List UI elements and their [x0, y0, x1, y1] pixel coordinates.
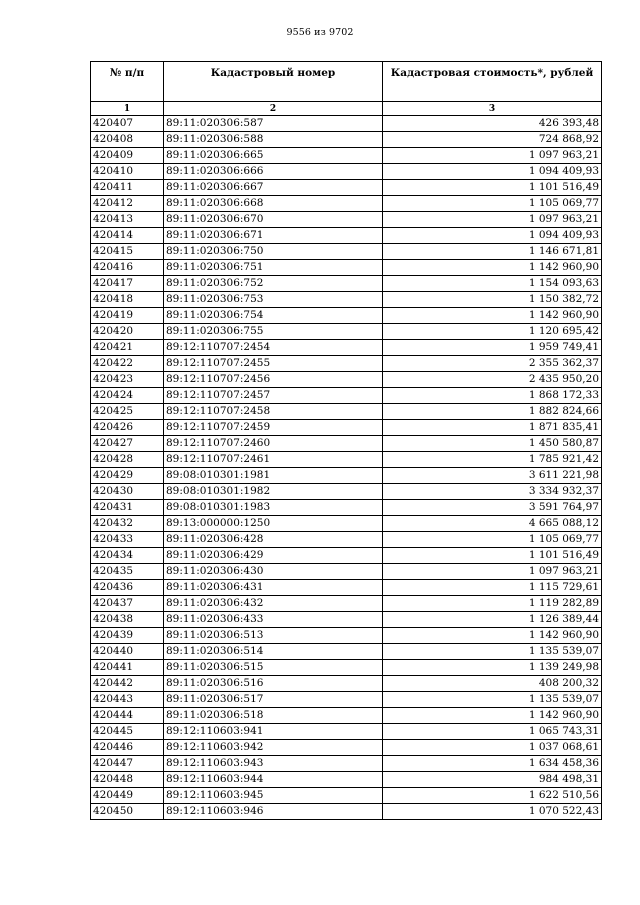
table-row [91, 324, 602, 340]
table-row [91, 644, 602, 660]
table-row [91, 660, 602, 676]
table-row [91, 244, 602, 260]
table-row [91, 756, 602, 772]
cadastral-value-cell: 1 126 389,44 [383, 612, 602, 628]
cadastral-value-cell: 1 094 409,93 [383, 164, 602, 180]
table-row [91, 148, 602, 164]
row-number-cell: 420428 [91, 452, 164, 468]
row-number-cell: 420444 [91, 708, 164, 724]
cadastral-number-cell: 89:11:020306:513 [164, 628, 383, 644]
cadastral-number-cell: 89:12:110707:2459 [164, 420, 383, 436]
row-number-cell: 420429 [91, 468, 164, 484]
cadastral-value-cell: 1 622 510,56 [383, 788, 602, 804]
table-row [91, 212, 602, 228]
row-number-cell: 420445 [91, 724, 164, 740]
row-number-cell: 420410 [91, 164, 164, 180]
row-number-cell: 420407 [91, 116, 164, 132]
cadastral-number-cell: 89:12:110707:2454 [164, 340, 383, 356]
cadastral-value-cell: 1 634 458,36 [383, 756, 602, 772]
row-number-cell: 420425 [91, 404, 164, 420]
cadastral-value-table [90, 61, 602, 820]
cadastral-value-cell: 1 135 539,07 [383, 644, 602, 660]
cadastral-value-cell: 1 105 069,77 [383, 532, 602, 548]
table-row [91, 228, 602, 244]
row-number-cell: 420414 [91, 228, 164, 244]
page-number: 9556 из 9702 [286, 27, 354, 38]
cadastral-number-cell: 89:11:020306:431 [164, 580, 383, 596]
table-row [91, 116, 602, 132]
table-row [91, 804, 602, 820]
cadastral-value-cell: 1 150 382,72 [383, 292, 602, 308]
cadastral-number-cell: 89:11:020306:516 [164, 676, 383, 692]
cadastral-value-cell: 1 868 172,33 [383, 388, 602, 404]
row-number-cell: 420409 [91, 148, 164, 164]
cadastral-value-cell: 1 037 068,61 [383, 740, 602, 756]
row-number-cell: 420450 [91, 804, 164, 820]
cadastral-number-cell: 89:11:020306:515 [164, 660, 383, 676]
table-row [91, 292, 602, 308]
cadastral-number-cell: 89:11:020306:753 [164, 292, 383, 308]
cadastral-value-cell: 1 094 409,93 [383, 228, 602, 244]
table-row [91, 580, 602, 596]
row-number-cell: 420438 [91, 612, 164, 628]
cadastral-value-cell: 3 611 221,98 [383, 468, 602, 484]
cadastral-value-cell: 1 142 960,90 [383, 708, 602, 724]
cadastral-number-cell: 89:12:110603:944 [164, 772, 383, 788]
cadastral-number-cell: 89:12:110603:942 [164, 740, 383, 756]
row-number-cell: 420417 [91, 276, 164, 292]
cadastral-value-cell: 408 200,32 [383, 676, 602, 692]
table-row [91, 180, 602, 196]
cadastral-number-cell: 89:11:020306:671 [164, 228, 383, 244]
table-row [91, 372, 602, 388]
table-body [91, 116, 602, 820]
cadastral-number-cell: 89:08:010301:1982 [164, 484, 383, 500]
cadastral-value-cell: 1 115 729,61 [383, 580, 602, 596]
column-number-row [91, 102, 602, 116]
cadastral-value-cell: 1 105 069,77 [383, 196, 602, 212]
cadastral-number-cell: 89:11:020306:751 [164, 260, 383, 276]
table-row [91, 420, 602, 436]
cadastral-value-cell: 1 450 580,87 [383, 436, 602, 452]
cadastral-value-cell: 1 785 921,42 [383, 452, 602, 468]
cadastral-value-cell: 1 101 516,49 [383, 548, 602, 564]
table-row [91, 132, 602, 148]
cadastral-value-cell: 1 097 963,21 [383, 564, 602, 580]
row-number-cell: 420446 [91, 740, 164, 756]
table-row [91, 500, 602, 516]
table-row [91, 404, 602, 420]
cadastral-number-cell: 89:11:020306:670 [164, 212, 383, 228]
cadastral-number-cell: 89:11:020306:755 [164, 324, 383, 340]
table-row [91, 772, 602, 788]
row-number-cell: 420420 [91, 324, 164, 340]
cadastral-number-cell: 89:12:110707:2455 [164, 356, 383, 372]
row-number-cell: 420447 [91, 756, 164, 772]
cadastral-number-cell: 89:12:110707:2456 [164, 372, 383, 388]
table-row [91, 548, 602, 564]
row-number-cell: 420433 [91, 532, 164, 548]
cadastral-value-cell: 1 097 963,21 [383, 212, 602, 228]
cadastral-number-cell: 89:11:020306:432 [164, 596, 383, 612]
row-number-cell: 420418 [91, 292, 164, 308]
table-row [91, 516, 602, 532]
cadastral-value-cell: 1 101 516,49 [383, 180, 602, 196]
table-row [91, 596, 602, 612]
cadastral-value-cell: 3 334 932,37 [383, 484, 602, 500]
table-row [91, 532, 602, 548]
cadastral-value-cell: 1 146 671,81 [383, 244, 602, 260]
cadastral-number-cell: 89:11:020306:665 [164, 148, 383, 164]
cadastral-value-cell: 1 142 960,90 [383, 260, 602, 276]
cadastral-number-cell: 89:12:110603:943 [164, 756, 383, 772]
row-number-cell: 420440 [91, 644, 164, 660]
cadastral-number-cell: 89:11:020306:514 [164, 644, 383, 660]
cadastral-value-cell: 1 142 960,90 [383, 628, 602, 644]
column-number-1: 1 [91, 102, 164, 116]
table-row [91, 740, 602, 756]
cadastral-number-cell: 89:11:020306:750 [164, 244, 383, 260]
row-number-cell: 420422 [91, 356, 164, 372]
cadastral-number-cell: 89:11:020306:588 [164, 132, 383, 148]
row-number-cell: 420427 [91, 436, 164, 452]
row-number-cell: 420431 [91, 500, 164, 516]
table-row [91, 356, 602, 372]
cadastral-value-cell: 1 871 835,41 [383, 420, 602, 436]
row-number-cell: 420439 [91, 628, 164, 644]
table-row [91, 388, 602, 404]
row-number-cell: 420416 [91, 260, 164, 276]
cadastral-number-cell: 89:11:020306:587 [164, 116, 383, 132]
row-number-cell: 420437 [91, 596, 164, 612]
table-row [91, 260, 602, 276]
cadastral-value-cell: 1 135 539,07 [383, 692, 602, 708]
cadastral-number-cell: 89:12:110603:941 [164, 724, 383, 740]
cadastral-number-cell: 89:12:110707:2461 [164, 452, 383, 468]
cadastral-number-cell: 89:11:020306:752 [164, 276, 383, 292]
row-number-cell: 420442 [91, 676, 164, 692]
cadastral-number-cell: 89:11:020306:428 [164, 532, 383, 548]
cadastral-number-cell: 89:12:110707:2457 [164, 388, 383, 404]
row-number-cell: 420443 [91, 692, 164, 708]
cadastral-number-cell: 89:11:020306:518 [164, 708, 383, 724]
row-number-cell: 420449 [91, 788, 164, 804]
row-number-cell: 420423 [91, 372, 164, 388]
cadastral-value-cell: 1 959 749,41 [383, 340, 602, 356]
cadastral-value-cell: 984 498,31 [383, 772, 602, 788]
cadastral-number-cell: 89:11:020306:429 [164, 548, 383, 564]
row-number-cell: 420419 [91, 308, 164, 324]
cadastral-value-cell: 1 120 695,42 [383, 324, 602, 340]
cadastral-value-cell: 426 393,48 [383, 116, 602, 132]
row-number-cell: 420426 [91, 420, 164, 436]
cadastral-number-cell: 89:11:020306:517 [164, 692, 383, 708]
table-row [91, 708, 602, 724]
row-number-cell: 420421 [91, 340, 164, 356]
table-row [91, 468, 602, 484]
cadastral-number-cell: 89:12:110707:2460 [164, 436, 383, 452]
row-number-cell: 420435 [91, 564, 164, 580]
cadastral-number-cell: 89:11:020306:668 [164, 196, 383, 212]
row-number-cell: 420448 [91, 772, 164, 788]
cadastral-value-cell: 1 154 093,63 [383, 276, 602, 292]
cadastral-value-cell: 3 591 764,97 [383, 500, 602, 516]
cadastral-value-cell: 1 139 249,98 [383, 660, 602, 676]
cadastral-number-cell: 89:12:110603:946 [164, 804, 383, 820]
cadastral-value-cell: 724 868,92 [383, 132, 602, 148]
row-number-cell: 420434 [91, 548, 164, 564]
row-number-cell: 420412 [91, 196, 164, 212]
table-row [91, 612, 602, 628]
cadastral-number-cell: 89:08:010301:1981 [164, 468, 383, 484]
table-row [91, 676, 602, 692]
table-row [91, 724, 602, 740]
cadastral-number-cell: 89:12:110707:2458 [164, 404, 383, 420]
cadastral-number-cell: 89:13:000000:1250 [164, 516, 383, 532]
row-number-cell: 420413 [91, 212, 164, 228]
row-number-cell: 420432 [91, 516, 164, 532]
header-row-number: № п/п [91, 62, 164, 102]
column-number-2: 2 [164, 102, 383, 116]
column-number-3: 3 [383, 102, 602, 116]
row-number-cell: 420411 [91, 180, 164, 196]
table-row [91, 788, 602, 804]
cadastral-value-cell: 1 070 522,43 [383, 804, 602, 820]
row-number-cell: 420415 [91, 244, 164, 260]
row-number-cell: 420408 [91, 132, 164, 148]
table-row [91, 484, 602, 500]
row-number-cell: 420436 [91, 580, 164, 596]
cadastral-value-cell: 2 355 362,37 [383, 356, 602, 372]
cadastral-value-cell: 1 882 824,66 [383, 404, 602, 420]
table-row [91, 564, 602, 580]
table-row [91, 628, 602, 644]
cadastral-number-cell: 89:11:020306:667 [164, 180, 383, 196]
row-number-cell: 420441 [91, 660, 164, 676]
cadastral-value-cell: 1 142 960,90 [383, 308, 602, 324]
table-row [91, 164, 602, 180]
table-row [91, 196, 602, 212]
cadastral-number-cell: 89:12:110603:945 [164, 788, 383, 804]
cadastral-number-cell: 89:11:020306:430 [164, 564, 383, 580]
table-row [91, 692, 602, 708]
header-cadastral-value: Кадастровая стоимость*, рублей [383, 62, 602, 102]
cadastral-number-cell: 89:08:010301:1983 [164, 500, 383, 516]
cadastral-value-cell: 1 119 282,89 [383, 596, 602, 612]
table-row [91, 276, 602, 292]
row-number-cell: 420430 [91, 484, 164, 500]
table-row [91, 452, 602, 468]
header-cadastral-number: Кадастровый номер [164, 62, 383, 102]
table-row [91, 308, 602, 324]
cadastral-number-cell: 89:11:020306:433 [164, 612, 383, 628]
cadastral-number-cell: 89:11:020306:666 [164, 164, 383, 180]
row-number-cell: 420424 [91, 388, 164, 404]
cadastral-number-cell: 89:11:020306:754 [164, 308, 383, 324]
table-row [91, 340, 602, 356]
cadastral-value-cell: 4 665 088,12 [383, 516, 602, 532]
cadastral-value-cell: 2 435 950,20 [383, 372, 602, 388]
header-row [91, 62, 602, 102]
table-row [91, 436, 602, 452]
cadastral-value-cell: 1 065 743,31 [383, 724, 602, 740]
cadastral-value-cell: 1 097 963,21 [383, 148, 602, 164]
